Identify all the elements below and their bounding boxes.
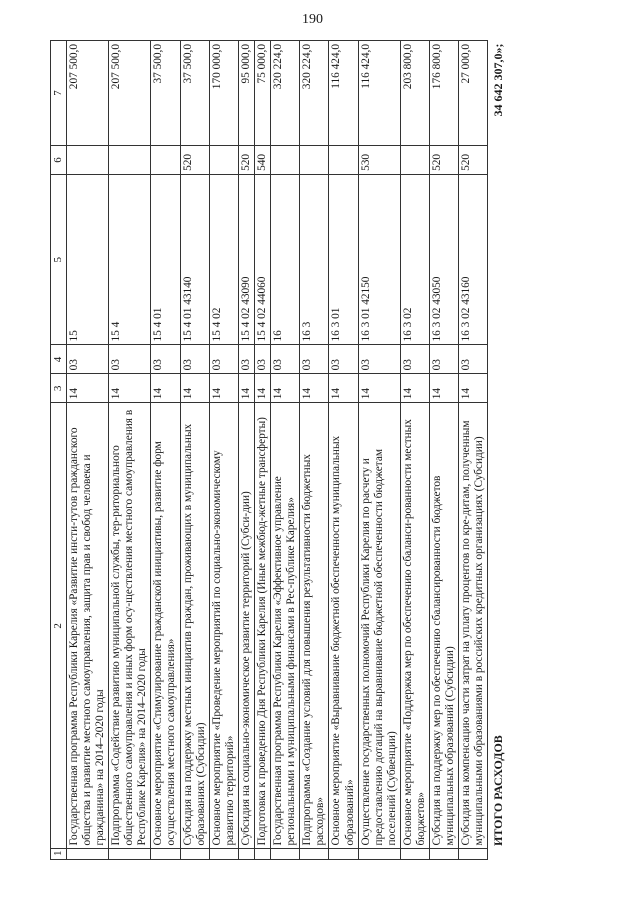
table-row [329, 41, 358, 860]
table-row [109, 41, 151, 860]
cell-section: 14 [180, 374, 209, 403]
table-row [459, 41, 488, 860]
cell-section: 14 [109, 374, 151, 403]
table-row [180, 41, 209, 860]
cell-target-code: 15 4 02 44060 [254, 174, 270, 345]
cell-target-code: 16 3 02 43050 [430, 174, 459, 345]
cell-target-code: 16 3 01 42150 [358, 174, 400, 345]
cell-section: 14 [254, 374, 270, 403]
cell-target-code: 16 3 [300, 174, 329, 345]
cell-blank [109, 849, 151, 860]
cell-blank [329, 849, 358, 860]
cell-expense-type [109, 146, 151, 175]
total-row [488, 41, 507, 860]
table-row [358, 41, 400, 860]
cell-section: 14 [430, 374, 459, 403]
cell-expense-type: 530 [358, 146, 400, 175]
cell-subsection: 03 [151, 345, 180, 374]
cell-subsection: 03 [358, 345, 400, 374]
cell-subsection: 03 [254, 345, 270, 374]
column-header: 1 [51, 849, 67, 860]
cell-amount: 176 800,0 [430, 41, 459, 146]
cell-amount: 207 500,0 [109, 41, 151, 146]
cell-subsection: 03 [300, 345, 329, 374]
cell-subsection: 03 [66, 345, 108, 374]
table-row [151, 41, 180, 860]
cell-blank [400, 849, 429, 860]
table-row [238, 41, 254, 860]
column-header: 5 [51, 174, 67, 345]
cell-name: Основное мероприятие «Стимулирование гражданской инициативы, развитие форм осуществления местного самоуправления» [151, 403, 180, 849]
cell-subsection: 03 [329, 345, 358, 374]
cell-name: Подпрограмма «Создание условий для повышения результативности бюджетных расходов» [300, 403, 329, 849]
cell-blank [66, 849, 108, 860]
cell-blank [254, 849, 270, 860]
cell-amount: 37 500,0 [180, 41, 209, 146]
rotated-sheet [50, 40, 560, 860]
cell-expense-type [400, 146, 429, 175]
table-row [209, 41, 238, 860]
cell-amount: 170 000,0 [209, 41, 238, 146]
column-header: 7 [51, 41, 67, 146]
cell-section: 14 [329, 374, 358, 403]
cell-expense-type [329, 146, 358, 175]
table-row [300, 41, 329, 860]
cell-name: Подготовка к проведению Дня Республики Карелия (Иные межбюд-жетные трансферты) [254, 403, 270, 849]
cell-name: Субсидия на компенсацию части затрат на уплату процентов по кре-дитам, полученным муниципальными образованиями в российских кредитных организациях (Субсидии) [459, 403, 488, 849]
cell-section: 14 [238, 374, 254, 403]
cell-name: Государственная программа Республики Карелия «Развитие инсти-тутов гражданского общества и развитие местного самоуправления, защита прав и свобод человека и гражданина» на 2014–2020 годы [66, 403, 108, 849]
cell-subsection: 03 [180, 345, 209, 374]
cell-amount: 116 424,0 [329, 41, 358, 146]
cell-target-code: 15 4 01 43140 [180, 174, 209, 345]
table-row [254, 41, 270, 860]
cell-amount: 95 000,0 [238, 41, 254, 146]
cell-target-code: 15 4 01 [151, 174, 180, 345]
cell-expense-type: 520 [180, 146, 209, 175]
total-value: 34 642 307,0»; [491, 43, 506, 117]
cell-section: 14 [209, 374, 238, 403]
cell-blank [300, 849, 329, 860]
column-header: 3 [51, 374, 67, 403]
cell-blank [358, 849, 400, 860]
cell-name: Субсидия на социально-экономическое развитие территорий (Субси-дии) [238, 403, 254, 849]
page-number: 190 [302, 12, 323, 27]
column-header: 2 [51, 403, 67, 849]
cell-subsection: 03 [400, 345, 429, 374]
cell-blank [151, 849, 180, 860]
cell-section: 14 [300, 374, 329, 403]
cell-target-code: 15 4 02 [209, 174, 238, 345]
table-row [271, 41, 300, 860]
table-row [66, 41, 108, 860]
cell-subsection: 03 [430, 345, 459, 374]
cell-expense-type [271, 146, 300, 175]
cell-name: Государственная программа Республики Карелия «Эффективное управление региональными и муниципальными финансами в Рес-публике Карелия» [271, 403, 300, 849]
table-body [66, 41, 488, 860]
cell-expense-type: 520 [459, 146, 488, 175]
cell-section: 14 [271, 374, 300, 403]
cell-expense-type: 520 [238, 146, 254, 175]
cell-expense-type: 540 [254, 146, 270, 175]
column-number-row [51, 41, 67, 860]
cell-name: Основное мероприятие «Поддержка мер по обеспечению сбаланси-рованности местных бюджетов» [400, 403, 429, 849]
cell-blank [209, 849, 238, 860]
cell-subsection: 03 [238, 345, 254, 374]
cell-target-code: 16 3 02 [400, 174, 429, 345]
cell-section: 14 [400, 374, 429, 403]
cell-subsection: 03 [209, 345, 238, 374]
cell-amount: 207 500,0 [66, 41, 108, 146]
table-row [430, 41, 459, 860]
cell-blank [459, 849, 488, 860]
cell-blank [271, 849, 300, 860]
cell-expense-type: 520 [430, 146, 459, 175]
cell-amount: 116 424,0 [358, 41, 400, 146]
budget-table [50, 40, 507, 860]
cell-name: Осуществление государственных полномочий Республики Карелия по расчету и предоставлению дотаций на выравнивание бюджетной обеспеченности бюджетам поселений (Субвенции) [358, 403, 400, 849]
cell-subsection: 03 [109, 345, 151, 374]
cell-target-code: 16 3 02 43160 [459, 174, 488, 345]
cell-target-code: 16 [271, 174, 300, 345]
cell-subsection: 03 [459, 345, 488, 374]
cell-target-code: 16 3 01 [329, 174, 358, 345]
cell-name: Субсидия на поддержку мер по обеспечению сбалансированности бюджетов муниципальных образований (Субсидии) [430, 403, 459, 849]
cell-amount: 37 500,0 [151, 41, 180, 146]
column-header: 6 [51, 146, 67, 175]
cell-amount: 27 000,0 [459, 41, 488, 146]
cell-amount: 320 224,0 [271, 41, 300, 146]
cell-section: 14 [66, 374, 108, 403]
cell-subsection: 03 [271, 345, 300, 374]
cell-section: 14 [358, 374, 400, 403]
cell-amount: 320 224,0 [300, 41, 329, 146]
cell-target-code: 15 4 [109, 174, 151, 345]
cell-amount: 203 800,0 [400, 41, 429, 146]
cell-expense-type [300, 146, 329, 175]
cell-amount: 75 000,0 [254, 41, 270, 146]
cell-blank [430, 849, 459, 860]
cell-name: Подпрограмма «Содействие развитию муниципальной службы, тер-риториального общественного самоуправления и иных форм осу-ществления местного самоуправления в Республике Карелия» на 2014–2020 годы [109, 403, 151, 849]
cell-section: 14 [151, 374, 180, 403]
cell-blank [238, 849, 254, 860]
cell-expense-type [209, 146, 238, 175]
cell-name: Субсидия на поддержку местных инициатив граждан, проживающих в муниципальных образованиях (Субсидии) [180, 403, 209, 849]
cell-blank [180, 849, 209, 860]
table-row [400, 41, 429, 860]
cell-expense-type [66, 146, 108, 175]
column-header: 4 [51, 345, 67, 374]
cell-name: Основное мероприятие «Выравнивание бюджетной обеспеченности муниципальных образований» [329, 403, 358, 849]
cell-name: Основное мероприятие «Проведение мероприятий по социально-экономическому развитию территорий» [209, 403, 238, 849]
cell-target-code: 15 [66, 174, 108, 345]
cell-expense-type [151, 146, 180, 175]
total-label: ИТОГО РАСХОДОВ [491, 735, 506, 846]
cell-target-code: 15 4 02 43090 [238, 174, 254, 345]
cell-section: 14 [459, 374, 488, 403]
